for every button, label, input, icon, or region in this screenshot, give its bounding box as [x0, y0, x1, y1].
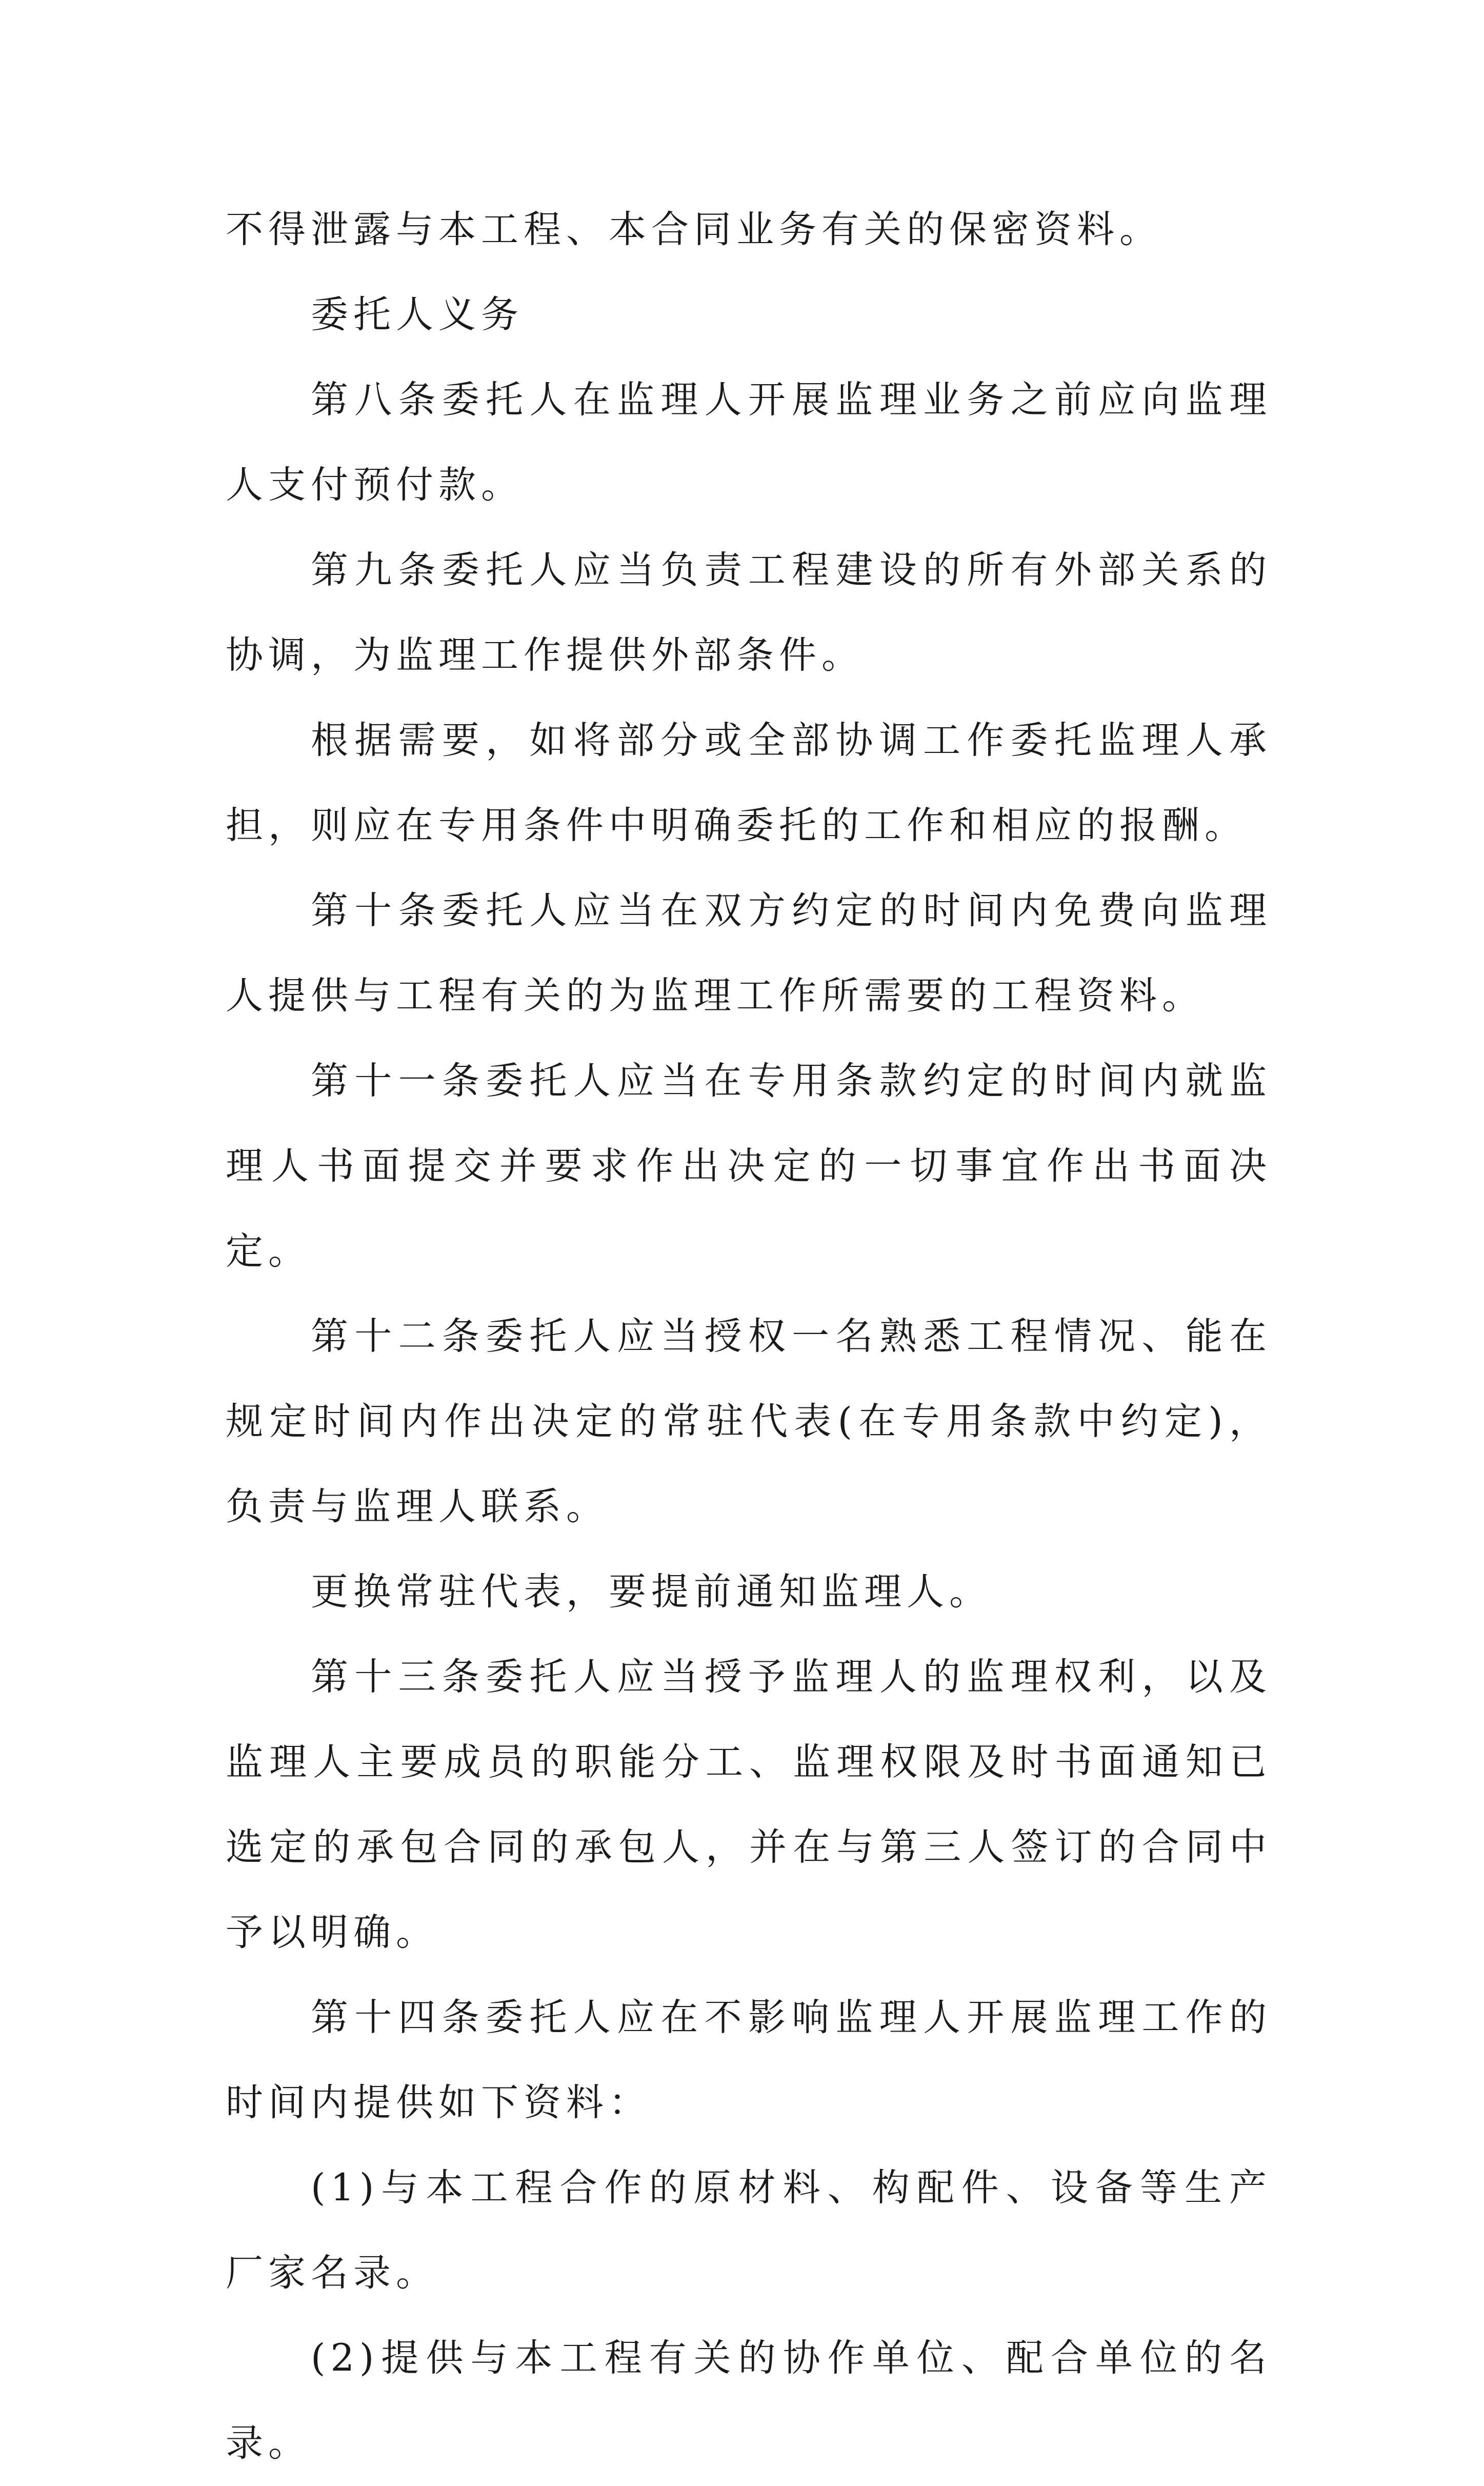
paragraph: 根据需要，如将部分或全部协调工作委托监理人承担，则应在专用条件中明确委托的工作和相应的报酬。	[226, 719, 1272, 847]
list-item: (1)与本工程合作的原材料、构配件、设备等生产厂家名录。	[226, 2166, 1272, 2295]
paragraph: 第十二条委托人应当授权一名熟悉工程情况、能在规定时间内作出决定的常驻代表(在专用条款中约定)，负责与监理人联系。	[226, 1315, 1272, 1528]
document-body	[226, 187, 1272, 2486]
paragraph: 不得泄露与本工程、本合同业务有关的保密资料。	[226, 208, 1162, 251]
paragraph: 第十条委托人应当在双方约定的时间内免费向监理人提供与工程有关的为监理工作所需要的工程资料。	[226, 889, 1272, 1018]
paragraph: 第九条委托人应当负责工程建设的所有外部关系的协调，为监理工作提供外部条件。	[226, 548, 1272, 677]
list-item: (2)提供与本工程有关的协作单位、配合单位的名录。	[226, 2336, 1272, 2465]
paragraph: 第十四条委托人应在不影响监理人开展监理工作的时间内提供如下资料：	[226, 1996, 1272, 2124]
section-heading: 委托人义务	[311, 293, 524, 336]
paragraph: 更换常驻代表，要提前通知监理人。	[311, 1570, 992, 1614]
paragraph: 第八条委托人在监理人开展监理业务之前应向监理人支付预付款。	[226, 378, 1272, 507]
paragraph: 第十三条委托人应当授予监理人的监理权利，以及监理人主要成员的职能分工、监理权限及时书面通知已选定的承包合同的承包人，并在与第三人签订的合同中予以明确。	[226, 1655, 1272, 1954]
paragraph: 第十一条委托人应当在专用条款约定的时间内就监理人书面提交并要求作出决定的一切事宜作出书面决定。	[226, 1059, 1272, 1273]
